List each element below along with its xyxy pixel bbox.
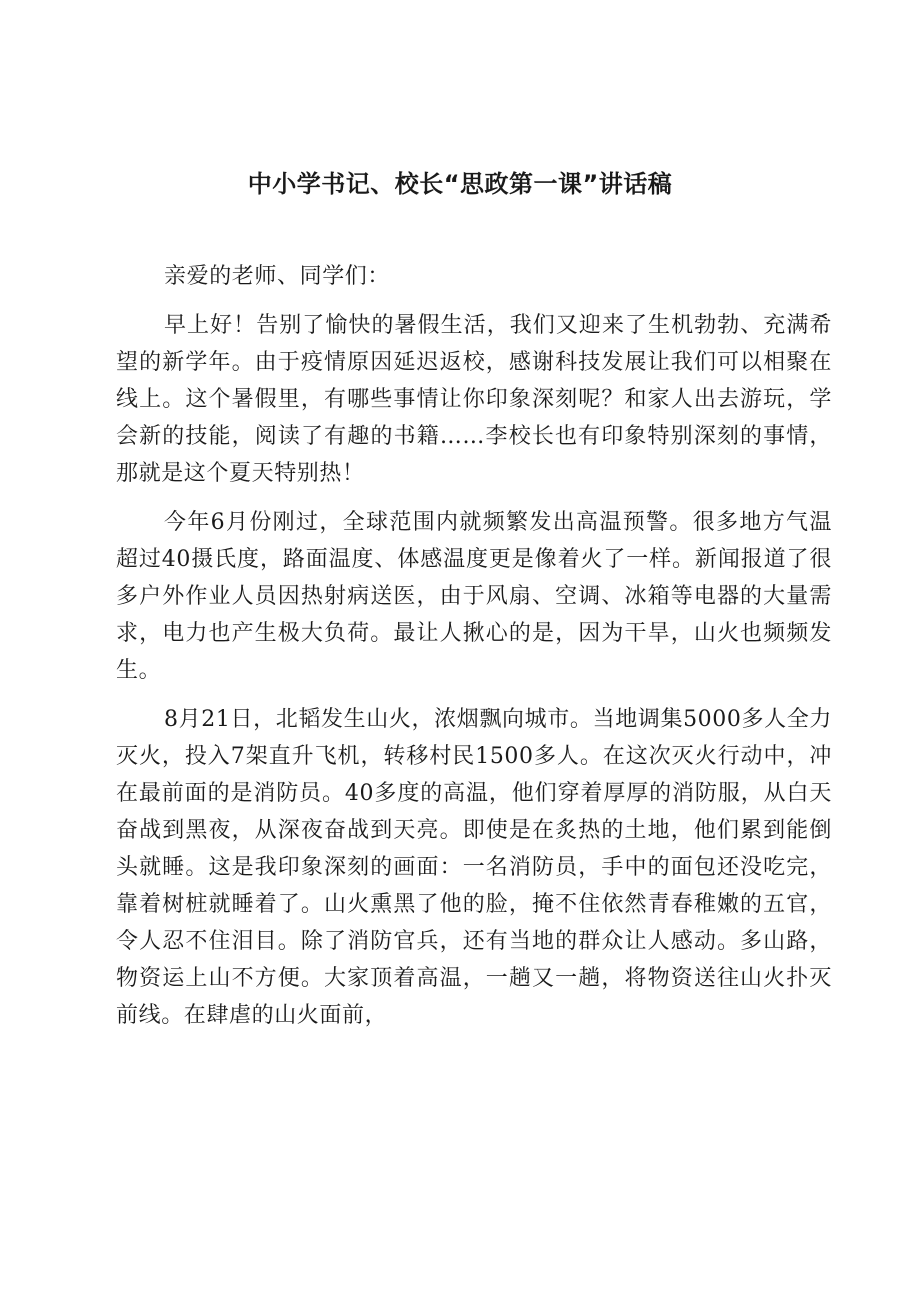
paragraph-2: 今年6月份刚过，全球范围内就频繁发出高温预警。很多地方气温超过40摄氏度，路面温度、体感温度更是像着火了一样。新闻报道了很多户外作业人员因热射病送医，由于风扇、空调、冰箱等电器的大量需求，电力也产生极大负荷。最让人揪心的是，因为干旱，山火也频频发生。: [116, 510, 832, 683]
greeting: 亲爱的老师、同学们：: [164, 264, 391, 289]
document-body: [116, 258, 832, 1046]
document-title: 中小学书记、校长“思政第一课”讲话稿: [247, 170, 673, 198]
paragraph-1: 早上好！告别了愉快的暑假生活，我们又迎来了生机勃勃、充满希望的新学年。由于疫情原因延迟返校，感谢科技发展让我们可以相聚在线上。这个暑假里，有哪些事情让你印象深刻呢？和家人出去游玩，学会新的技能，阅读了有趣的书籍……李校长也有印象特别深刻的事情，那就是这个夏天特别热！: [116, 313, 832, 486]
paragraph-3: 8月21日，北韬发生山火，浓烟飘向城市。当地调集5000多人全力灭火，投入7架直升飞机，转移村民1500多人。在这次灭火行动中，冲在最前面的是消防员。40多度的高温，他们穿着厚厚的消防服，从白天奋战到黑夜，从深夜奋战到天亮。即使是在炙热的土地，他们累到能倒头就睡。这是我印象深刻的画面：一名消防员，手中的面包还没吃完，靠着树桩就睡着了。山火熏黑了他的脸，掩不住依然青春稚嫩的五官，令人忍不住泪目。除了消防官兵，还有当地的群众让人感动。多山路，物资运上山不方便。大家顶着高温，一趟又一趟，将物资送往山火扑灭前线。在肆虐的山火面前，: [116, 707, 832, 1028]
